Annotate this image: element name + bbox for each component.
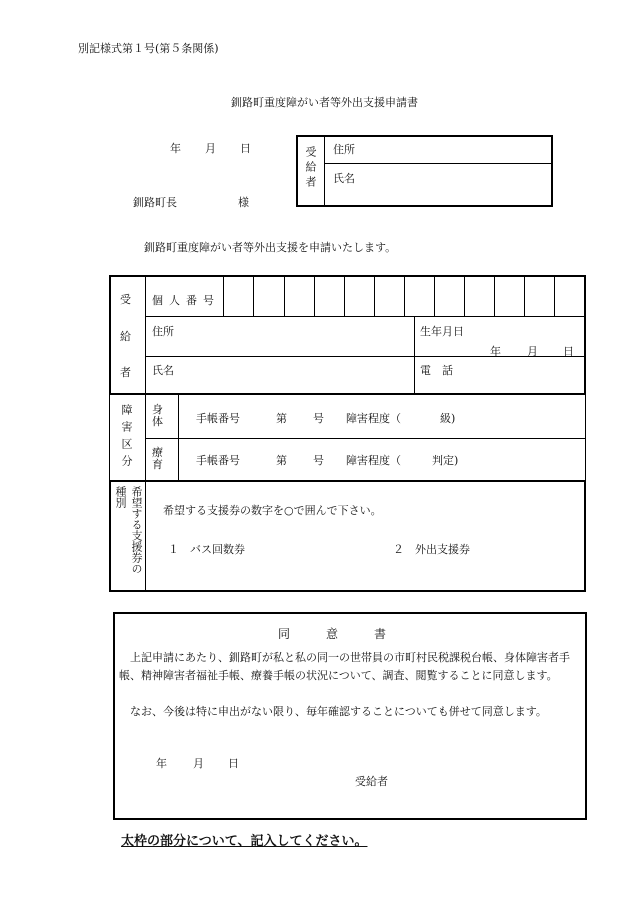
consent-date-year: 年	[156, 757, 167, 770]
consent-paragraph-1: 上記申請にあたり、釧路町が私と私の同一の世帯員の市町村民税課税台帳、身体障害者手帳、精神障害者福祉手帳、療養手帳の状況について、調査、閲覧することに同意します。	[119, 651, 570, 682]
recipient-address-field[interactable]	[370, 137, 550, 161]
voucher-instruction: 希望する支援券の数字を○で囲んで下さい。	[163, 504, 382, 517]
rehab-judgement-unit: 判定)	[432, 454, 459, 467]
consent-title: 同 意 書	[278, 627, 387, 641]
rehab-go-label: 号	[313, 454, 324, 467]
physical-dai-label: 第	[276, 412, 287, 425]
recipient-address-label: 住所	[333, 143, 355, 156]
voucher-option-outing[interactable]: ２ 外出支援券	[393, 543, 470, 556]
applicant-side-label-3: 者	[120, 366, 131, 379]
voucher-option-bus[interactable]: １ バス回数券	[168, 543, 245, 556]
applicant-name-label: 氏名	[152, 364, 174, 377]
voucher-side-label-a: 種別	[114, 486, 127, 508]
physical-book-number-label: 手帳番号	[196, 412, 240, 425]
physical-grade-unit: 級)	[440, 412, 456, 425]
personal-number-field[interactable]	[224, 278, 584, 315]
date-month-label: 月	[205, 142, 216, 155]
applicant-address-label: 住所	[152, 325, 174, 338]
physical-degree-label: 障害程度（	[346, 412, 401, 425]
recipient-side-label: 受給者	[304, 146, 317, 191]
applicant-side-label-1: 受	[120, 293, 131, 306]
rehab-dai-label: 第	[276, 454, 287, 467]
honorific: 様	[238, 196, 249, 209]
recipient-name-field[interactable]	[370, 165, 550, 203]
form-title: 釧路町重度障がい者等外出支援申請書	[231, 96, 418, 109]
disability-side-label: 障害区分	[120, 404, 133, 472]
consent-signature-field[interactable]	[400, 768, 570, 792]
birth-day-unit: 日	[563, 345, 574, 358]
birth-year-unit: 年	[490, 345, 501, 358]
phone-label: 電 話	[420, 364, 453, 377]
consent-paragraph-2: なお、今後は特に申出がない限り、毎年確認することについても併せて同意します。	[130, 705, 547, 718]
disability-type-physical: 身体	[152, 403, 163, 428]
form-reference: 別記様式第１号(第５条関係)	[78, 42, 219, 55]
consent-recipient-label: 受給者	[355, 775, 388, 788]
voucher-side-label	[112, 486, 144, 586]
consent-date-month: 月	[193, 757, 204, 770]
rehab-book-number-label: 手帳番号	[196, 454, 240, 467]
addressee: 釧路町長	[133, 196, 177, 209]
applicant-name-field[interactable]	[180, 358, 410, 392]
applicant-address-field[interactable]	[180, 318, 410, 354]
birth-date-label: 生年月日	[420, 325, 464, 338]
applicant-side-label-2: 給	[120, 330, 131, 343]
disability-type-rehab: 療育	[152, 446, 163, 471]
birth-month-unit: 月	[527, 345, 538, 358]
rehab-degree-label: 障害程度（	[346, 454, 401, 467]
footer-note: 太枠の部分について、記入してください。	[121, 834, 368, 849]
recipient-name-label: 氏名	[333, 172, 355, 185]
date-day-label: 日	[240, 142, 251, 155]
request-sentence: 釧路町重度障がい者等外出支援を申請いたします。	[144, 241, 397, 254]
voucher-section	[109, 480, 586, 592]
voucher-side-label-b: 希望する支援券の	[130, 486, 143, 574]
phone-field[interactable]	[470, 358, 582, 392]
personal-number-label: 個人番号	[152, 294, 220, 307]
consent-date-day: 日	[228, 757, 239, 770]
date-year-label: 年	[170, 142, 181, 155]
physical-go-label: 号	[313, 412, 324, 425]
